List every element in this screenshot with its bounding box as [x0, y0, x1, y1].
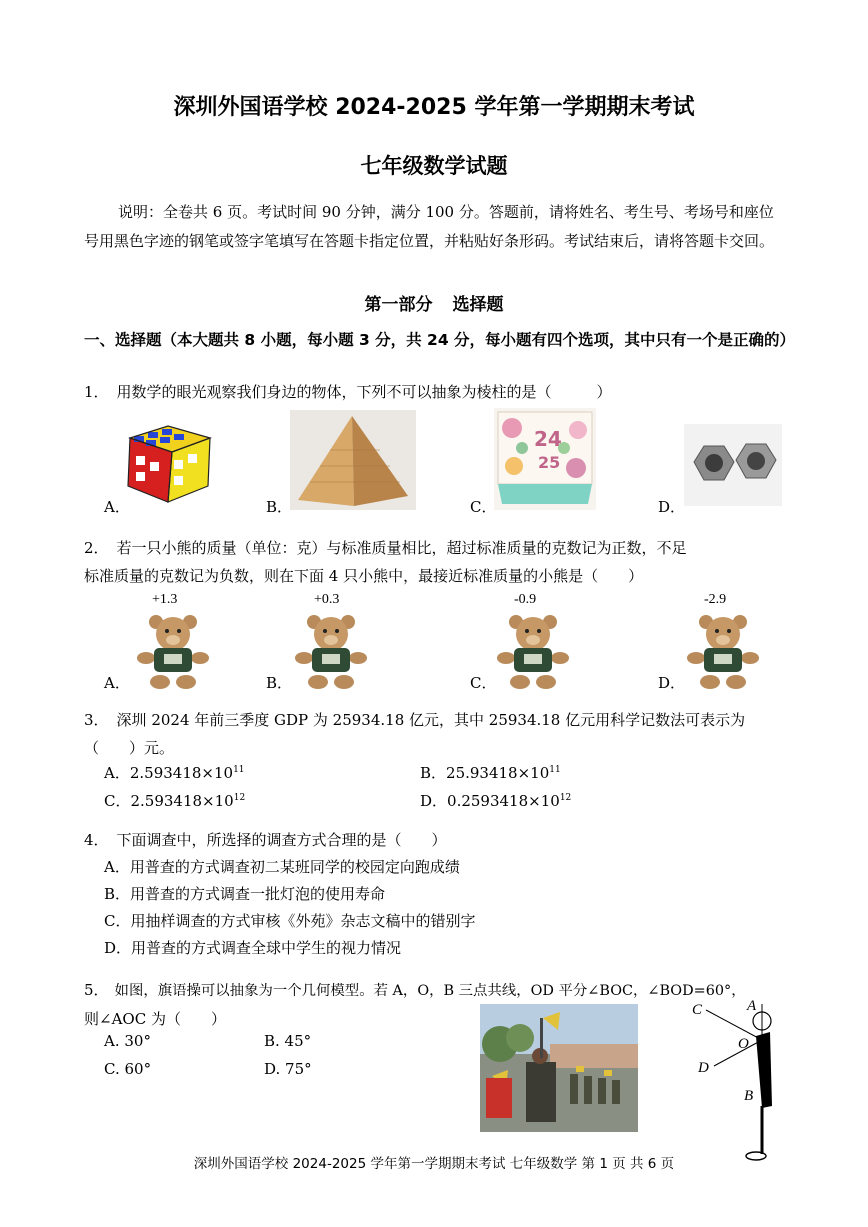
calendar-year-top: 24	[534, 427, 562, 451]
page-footer: 深圳外国语学校 2024-2025 学年第一学期期末考试 七年级数学 第 1 页 共 6 页	[193, 1156, 675, 1172]
q5-option-d: D. 75°	[264, 1060, 312, 1078]
q3-option-a: A．$2.593418\times 10^{11}$	[104, 764, 245, 782]
label-o: O	[738, 1036, 749, 1052]
rubiks-cube-image	[126, 424, 212, 504]
question-text: 下面调查中，所选择的调查方式合理的是（ ）	[116, 831, 447, 849]
q3-option-c: C．$2.593418\times 10^{12}$	[104, 792, 246, 810]
question-3	[84, 706, 788, 762]
question-number: 1．	[84, 383, 109, 401]
question-2	[84, 534, 788, 590]
q1-option-b-label: B．	[266, 498, 293, 516]
question-text-line2: 标准质量的克数记为负数，则在下面 4 只小熊中，最接近标准质量的小熊是（ ）	[84, 567, 644, 585]
label-a: A	[747, 998, 757, 1014]
question-text-line1: 深圳 2024 年前三季度 GDP 为 25934.18 亿元，其中 25934.18 亿元用科学记数法可表示为	[116, 711, 746, 729]
question-text: 用数学的眼光观察我们身边的物体，下列不可以抽象为棱柱的是（ ）	[116, 383, 612, 401]
question-text-line2: 则∠AOC 为（ ）	[84, 1010, 226, 1028]
q5-option-c: C. 60°	[104, 1060, 152, 1078]
calendar-year-bottom: 25	[538, 453, 561, 472]
label-c: C	[692, 1002, 703, 1018]
bear-c-value: -0.9	[514, 592, 537, 607]
question-number: 2．	[84, 539, 109, 557]
instructions: 说明：全卷共 6 页。考试时间 90 分钟，满分 100 分。答题前，请将姓名、考生号、考场号和座位号用黑色字迹的钢笔或签字笔填写在答题卡指定位置，并粘贴好条形码。考试结束后，请将答题卡交回。	[84, 203, 775, 250]
hex-nuts-image	[684, 424, 782, 506]
flag-drill-photo	[480, 1004, 638, 1132]
q1-option-c-label: C．	[470, 498, 497, 516]
bear-a-value: +1.3	[152, 592, 178, 607]
question-text-line1: 如图，旗语操可以抽象为一个几何模型。若 A，O，B 三点共线，OD 平分∠BOC，∠BOD=60°，	[114, 983, 746, 999]
bear-b-value: +0.3	[314, 592, 340, 607]
q2-option-c-label: C．	[470, 674, 497, 692]
label-b: B	[744, 1088, 754, 1104]
part-title: 第一部分 选择题	[364, 295, 504, 315]
question-text-line1: 若一只小熊的质量（单位：克）与标准质量相比，超过标准质量的克数记为正数，不足	[116, 539, 687, 557]
bear-d-value: -2.9	[704, 592, 727, 607]
q5-option-a: A. 30°	[104, 1032, 151, 1050]
desk-calendar-image	[494, 408, 596, 510]
teddy-bear-a-image	[136, 612, 210, 690]
q4-option-b: B．用普查的方式调查一批灯泡的使用寿命	[104, 885, 386, 903]
q4-option-d: D．用普查的方式调查全球中学生的视力情况	[104, 939, 402, 957]
question-1	[84, 378, 612, 406]
q4-option-a: A．用普查的方式调查初二某班同学的校园定向跑成绩	[104, 858, 460, 876]
teddy-bear-b-image	[294, 612, 368, 690]
q2-option-b-label: B．	[266, 674, 293, 692]
question-number: 4．	[84, 831, 109, 849]
angle-diagram	[690, 996, 790, 1164]
teddy-bear-c-image	[496, 612, 570, 690]
q2-option-a-label: A．	[104, 674, 130, 692]
exam-subtitle: 七年级数学试题	[360, 154, 508, 178]
label-d: D	[698, 1060, 709, 1076]
question-number: 3．	[84, 711, 109, 729]
question-4	[84, 826, 447, 854]
q3-option-d: D．$0.2593418\times 10^{12}$	[420, 792, 572, 810]
section-title: 一、选择题（本大题共 8 小题，每小题 3 分，共 24 分，每小题有四个选项，其中只有一个是正确的）	[84, 331, 796, 349]
q4-option-c: C．用抽样调查的方式审核《外苑》杂志文稿中的错别字	[104, 912, 476, 930]
q5-option-b: B. 45°	[264, 1032, 312, 1050]
q1-option-d-label: D．	[658, 498, 686, 516]
teddy-bear-d-image	[686, 612, 760, 690]
q3-option-b: B．$25.93418\times 10^{11}$	[420, 764, 561, 782]
q1-option-a-label: A．	[104, 498, 130, 516]
exam-title: 深圳外国语学校 2024-2025 学年第一学期期末考试	[173, 95, 695, 120]
question-text-line2: （ ）元。	[84, 739, 175, 757]
question-5	[84, 976, 794, 1033]
question-number: 5．	[84, 981, 109, 999]
q2-option-d-label: D．	[658, 674, 686, 692]
pyramid-image	[290, 410, 416, 510]
